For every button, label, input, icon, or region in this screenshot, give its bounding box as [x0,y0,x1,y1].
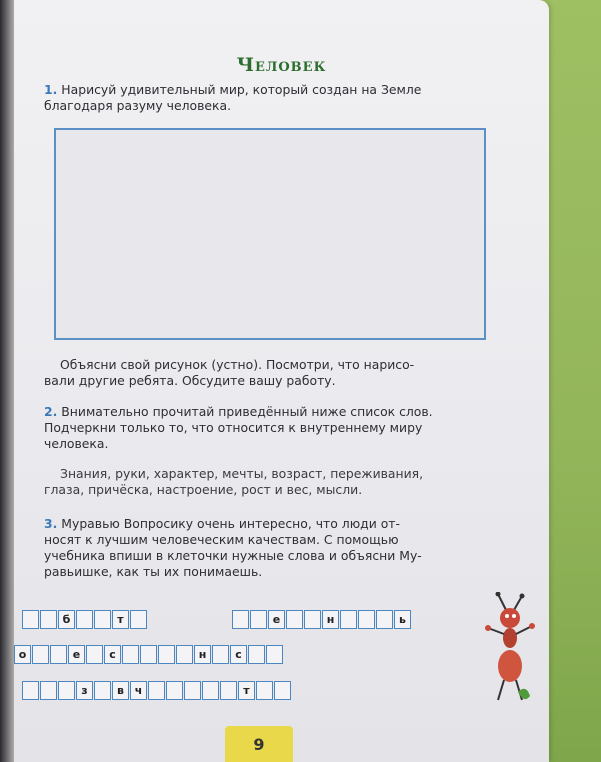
task-2 [44,404,514,452]
letter-cell[interactable] [140,645,157,664]
letter-cell[interactable] [86,645,103,664]
letter-cell[interactable] [266,645,283,664]
letter-cell[interactable] [248,645,265,664]
task-2-line-1: Внимательно прочитай приведённый ниже список слов. [61,404,433,419]
drawing-area[interactable] [54,128,486,340]
word-row-4 [22,681,292,700]
letter-cell[interactable] [274,681,291,700]
letter-cell[interactable] [376,610,393,629]
letter-cell[interactable]: о [14,645,31,664]
letter-cell[interactable]: ь [394,610,411,629]
task-3-line-4: равьишке, как ты их понимаешь. [44,564,263,579]
word-row-2 [232,610,412,629]
letter-cell[interactable] [212,645,229,664]
letter-cell[interactable] [40,610,57,629]
task-3-line-3: учебника впиши в клеточки нужные слова и объясни Му- [44,548,422,563]
letter-cell[interactable] [176,645,193,664]
word-row-3 [14,645,284,664]
explain-text [44,357,514,389]
task-2-number: 2. [44,404,58,419]
letter-cell[interactable]: т [112,610,129,629]
letter-cell[interactable]: з [76,681,93,700]
word-list-line-1: Знания, руки, характер, мечты, возраст, переживания, [60,466,424,481]
letter-cell[interactable] [148,681,165,700]
letter-cell[interactable]: н [194,645,211,664]
ant-illustration [482,592,542,712]
explain-line-1: Объясни свой рисунок (устно). Посмотри, что нарисо- [60,357,415,372]
letter-cell[interactable] [232,610,249,629]
letter-cell[interactable] [202,681,219,700]
letter-cell[interactable] [94,610,111,629]
letter-cell[interactable] [22,681,39,700]
word-row-1 [22,610,148,629]
letter-cell[interactable] [130,610,147,629]
letter-cell[interactable] [58,681,75,700]
letter-cell[interactable] [50,645,67,664]
workbook-page [14,0,549,762]
letter-cell[interactable] [94,681,111,700]
letter-cell[interactable]: в [112,681,129,700]
letter-cell[interactable] [40,681,57,700]
task-2-line-3: человека. [44,436,109,451]
word-list-line-2: глаза, причёска, настроение, рост и вес, мысли. [44,482,363,497]
task-1-line-2: благодаря разуму человека. [44,98,232,113]
letter-cell[interactable] [256,681,273,700]
task-3-line-1: Муравью Вопросику очень интересно, что люди от- [61,516,400,531]
letter-cell[interactable] [76,610,93,629]
letter-cell[interactable] [22,610,39,629]
letter-cell[interactable] [166,681,183,700]
letter-cell[interactable] [250,610,267,629]
task-1-number: 1. [44,82,58,97]
task-3-line-2: носят к лучшим человеческим качествам. С помощью [44,532,399,547]
letter-cell[interactable]: ч [130,681,147,700]
word-list [44,466,514,498]
letter-cell[interactable]: е [68,645,85,664]
page-title: Человек [236,54,327,76]
letter-cell[interactable]: е [268,610,285,629]
task-2-line-2: Подчеркни только то, что относится к внутреннему миру [44,420,423,435]
letter-cell[interactable] [358,610,375,629]
letter-cell[interactable]: т [238,681,255,700]
letter-cell[interactable]: с [230,645,247,664]
letter-cell[interactable] [340,610,357,629]
letter-cell[interactable]: б [58,610,75,629]
page-number: 9 [225,726,293,762]
letter-cell[interactable] [286,610,303,629]
letter-cell[interactable] [122,645,139,664]
letter-cell[interactable] [32,645,49,664]
explain-line-2: вали другие ребята. Обсудите вашу работу. [44,373,336,388]
letter-cell[interactable] [304,610,321,629]
letter-cell[interactable] [158,645,175,664]
task-3 [44,516,514,580]
task-1-line-1: Нарисуй удивительный мир, который создан на Земле [61,82,422,97]
task-3-number: 3. [44,516,58,531]
task-1 [44,82,514,114]
letter-cell[interactable] [184,681,201,700]
letter-cell[interactable]: н [322,610,339,629]
letter-cell[interactable]: с [104,645,121,664]
letter-cell[interactable] [220,681,237,700]
